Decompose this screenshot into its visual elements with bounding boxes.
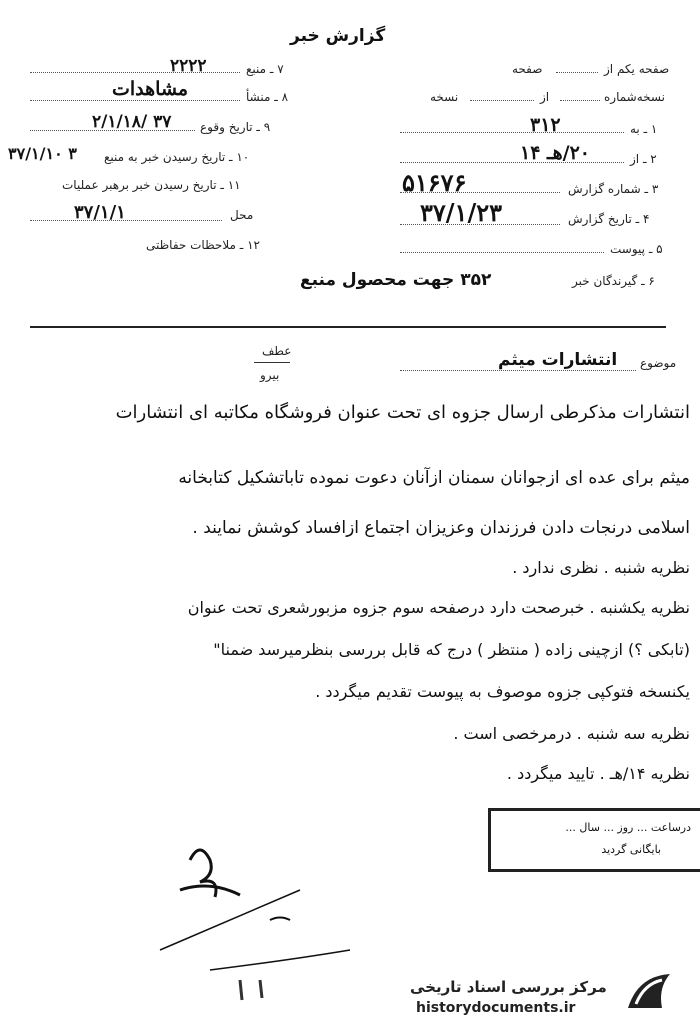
dotted-line (400, 252, 604, 253)
body-line: نظریه ۱۴/هـ . تایید میگردد . (506, 764, 690, 783)
field-to-value: ۳۱۲ (530, 114, 561, 136)
field-received-lead-label: ۱۱ ـ تاریخ رسیدن خبر برهبر عملیات (62, 178, 241, 192)
field-page-suffix: صفحه (512, 62, 543, 76)
field-report-number-value: ۵۱۶۷۶ (402, 168, 467, 197)
field-to-label: ۱ ـ به (630, 122, 658, 136)
watermark-url: historydocuments.ir (416, 1000, 576, 1016)
dotted-line (470, 100, 534, 101)
field-copy-label: نسخه‌شماره (604, 90, 665, 104)
field-security-label: ۱۲ ـ ملاحظات حفاظتی (146, 238, 260, 252)
watermark-name: مرکز بررسی اسناد تاریخی (410, 978, 607, 996)
field-copy-mid: از (540, 90, 550, 104)
field-report-number-label: ۳ ـ شماره گزارش (568, 182, 659, 196)
field-received-source-value: ۳۷/۱/۱۰ ۳ (8, 144, 77, 163)
biro-label: بیرو (260, 368, 280, 382)
body-line: اسلامی درنجات دادن فرزندان وعزیزان اجتماع ازافساد کوشش نمایند . (192, 518, 690, 538)
dotted-line (400, 132, 624, 133)
field-occurrence-date-label: ۹ ـ تاریخ وقوع (200, 120, 271, 134)
subject-value: انتشارات میثم (498, 350, 618, 370)
body-line: میثم برای عده ای ازجوانان سمنان ازآنان دعوت نموده تاباتشکیل کتابخانه (178, 468, 690, 488)
field-source-value: ۲۲۲۲ (170, 56, 207, 76)
field-attachment-label: ۵ ـ پیوست (610, 242, 663, 256)
body-line: (تابکی ؟) ازچینی زاده ( منتظر ) درج که قابل بررسی بنظرمیرسد ضمنا" (213, 640, 690, 659)
dotted-line (30, 100, 240, 101)
field-copy-suffix: نسخه (430, 90, 459, 104)
dotted-line (400, 370, 636, 371)
recipients-value: ۳۵۲ جهت محصول منبع (300, 270, 492, 290)
body-line: نظریه یکشنبه . خبرصحت دارد درصفحه سوم جزوه مزبورشعری تحت عنوان (187, 598, 690, 617)
body-line: یکنسخه فتوکپی جزوه موصوف به پیوست تقدیم میگردد . (315, 682, 690, 701)
subject-label: موضوع (640, 356, 677, 370)
field-from-value: ۲۰/هـ ۱۴ (520, 142, 590, 164)
field-origin-value: مشاهدات (112, 78, 189, 100)
dotted-line (400, 162, 624, 163)
field-report-date-value: ۳۷/۱/۲۳ (420, 198, 502, 227)
field-place-value: ۳۷/۱/۱ (74, 202, 126, 223)
field-source-label: ۷ ـ منبع (246, 62, 284, 76)
atf-label: عطف (262, 344, 292, 358)
dotted-line (30, 220, 222, 221)
section-divider (30, 326, 666, 328)
archive-stamp (488, 808, 700, 872)
field-received-source-label: ۱۰ ـ تاریخ رسیدن خبر به منبع (104, 150, 250, 164)
field-occurrence-date-value: ۲/۱/۱۸/ ۳۷ (92, 112, 172, 132)
archive-logo-icon (618, 968, 680, 1018)
recipients-label: ۶ ـ گیرندگان خبر (572, 274, 655, 288)
field-report-date-label: ۴ ـ تاریخ گزارش (568, 212, 650, 226)
dotted-line (560, 100, 600, 101)
stamp-line-1: درساعت ... روز ... سال ... (565, 821, 691, 834)
page-title: گزارش خبر (290, 26, 386, 46)
atf-divider (254, 362, 290, 363)
body-line: نظریه شنبه . نظری ندارد . (512, 558, 690, 577)
field-origin-label: ۸ ـ منشأ (246, 90, 289, 104)
dotted-line (30, 72, 240, 73)
dotted-line (556, 72, 598, 73)
field-place-label: محل (230, 208, 254, 222)
field-page-label: صفحه یکم از (604, 62, 670, 76)
body-line: انتشارات مذکرطی ارسال جزوه ای تحت عنوان فروشگاه مکاتبه ای انتشارات (115, 402, 690, 423)
stamp-line-2: بایگانی گردید (601, 843, 661, 856)
field-from-label: ۲ ـ از (630, 152, 657, 166)
body-line: نظریه سه شنبه . درمرخصی است . (453, 724, 690, 743)
